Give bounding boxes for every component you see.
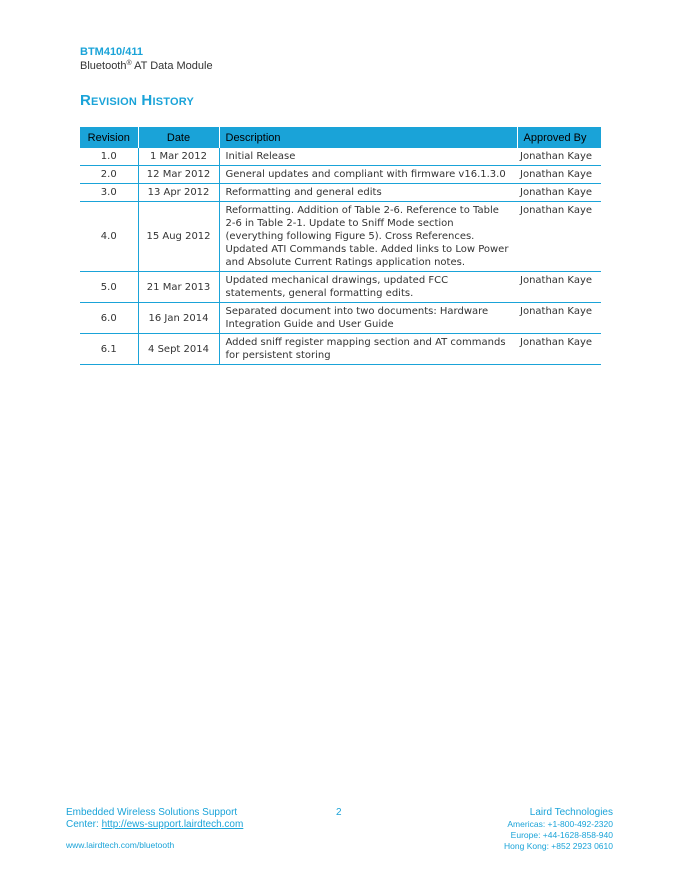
revision-cell: 1.0: [80, 148, 138, 166]
description-cell: Reformatting and general edits: [219, 184, 517, 202]
approved-by-cell: Jonathan Kaye: [517, 166, 601, 184]
support-center: [66, 819, 243, 831]
revision-cell: 4.0: [80, 202, 138, 272]
date-cell: 15 Aug 2012: [138, 202, 219, 272]
support-link[interactable]: http://ews-support.lairdtech.com: [101, 819, 244, 830]
table-row: [80, 303, 601, 334]
date-cell: 1 Mar 2012: [138, 148, 219, 166]
column-header: Approved By: [517, 127, 601, 148]
table-row: [80, 334, 601, 365]
approved-by-cell: Jonathan Kaye: [517, 303, 601, 334]
date-cell: 12 Mar 2012: [138, 166, 219, 184]
table-row: [80, 166, 601, 184]
description-cell: Initial Release: [219, 148, 517, 166]
company-contacts: [504, 807, 613, 852]
document-subtitle: [80, 59, 213, 73]
support-center-label: Center:: [66, 819, 102, 830]
table-row: [80, 148, 601, 166]
product-name: BTM410/411: [80, 46, 143, 58]
phone-americas: Americas: +1-800-492-2320: [507, 819, 613, 829]
approved-by-cell: Jonathan Kaye: [517, 202, 601, 272]
table-row: [80, 272, 601, 303]
page-number: 2: [336, 807, 342, 818]
column-header: Date: [138, 127, 219, 148]
support-info: [66, 807, 243, 831]
approved-by-cell: Jonathan Kaye: [517, 272, 601, 303]
subtitle-rest: AT Data Module: [131, 60, 213, 72]
revision-cell: 3.0: [80, 184, 138, 202]
approved-by-cell: Jonathan Kaye: [517, 184, 601, 202]
revision-history-table: [80, 127, 601, 365]
revision-cell: 6.0: [80, 303, 138, 334]
date-cell: 16 Jan 2014: [138, 303, 219, 334]
table-row: [80, 184, 601, 202]
description-cell: Separated document into two documents: Hardware Integration Guide and User Guide: [219, 303, 517, 334]
phone-europe: Europe: +44-1628-858-940: [510, 830, 613, 840]
approved-by-cell: Jonathan Kaye: [517, 148, 601, 166]
description-cell: Added sniff register mapping section and AT commands for persistent storing: [219, 334, 517, 365]
registered-mark: ®: [126, 60, 132, 67]
phone-hongkong: Hong Kong: +852 2923 0610: [504, 841, 613, 851]
date-cell: 21 Mar 2013: [138, 272, 219, 303]
revision-cell: 2.0: [80, 166, 138, 184]
subtitle-brand: Bluetooth: [80, 60, 127, 72]
description-cell: Reformatting. Addition of Table 2-6. Reference to Table 2-6 in Table 2-1. Update to Sniff Mode section (everything following Figure 5). Cross References. Updated ATI Commands table. Added links to Low Power and Absolute Current Ratings application notes.: [219, 202, 517, 272]
date-cell: 4 Sept 2014: [138, 334, 219, 365]
page-header: [80, 46, 213, 73]
column-header: Description: [219, 127, 517, 148]
column-header: Revision: [80, 127, 138, 148]
date-cell: 13 Apr 2012: [138, 184, 219, 202]
table-header-row: [80, 127, 601, 148]
description-cell: General updates and compliant with firmware v16.1.3.0: [219, 166, 517, 184]
approved-by-cell: Jonathan Kaye: [517, 334, 601, 365]
table-row: [80, 202, 601, 272]
section-title: Revision History: [80, 92, 194, 109]
company-name: Laird Technologies: [529, 807, 613, 818]
description-cell: Updated mechanical drawings, updated FCC statements, general formatting edits.: [219, 272, 517, 303]
support-title: Embedded Wireless Solutions Support: [66, 807, 238, 818]
revision-cell: 5.0: [80, 272, 138, 303]
revision-cell: 6.1: [80, 334, 138, 365]
website-link[interactable]: www.lairdtech.com/bluetooth: [66, 840, 175, 850]
